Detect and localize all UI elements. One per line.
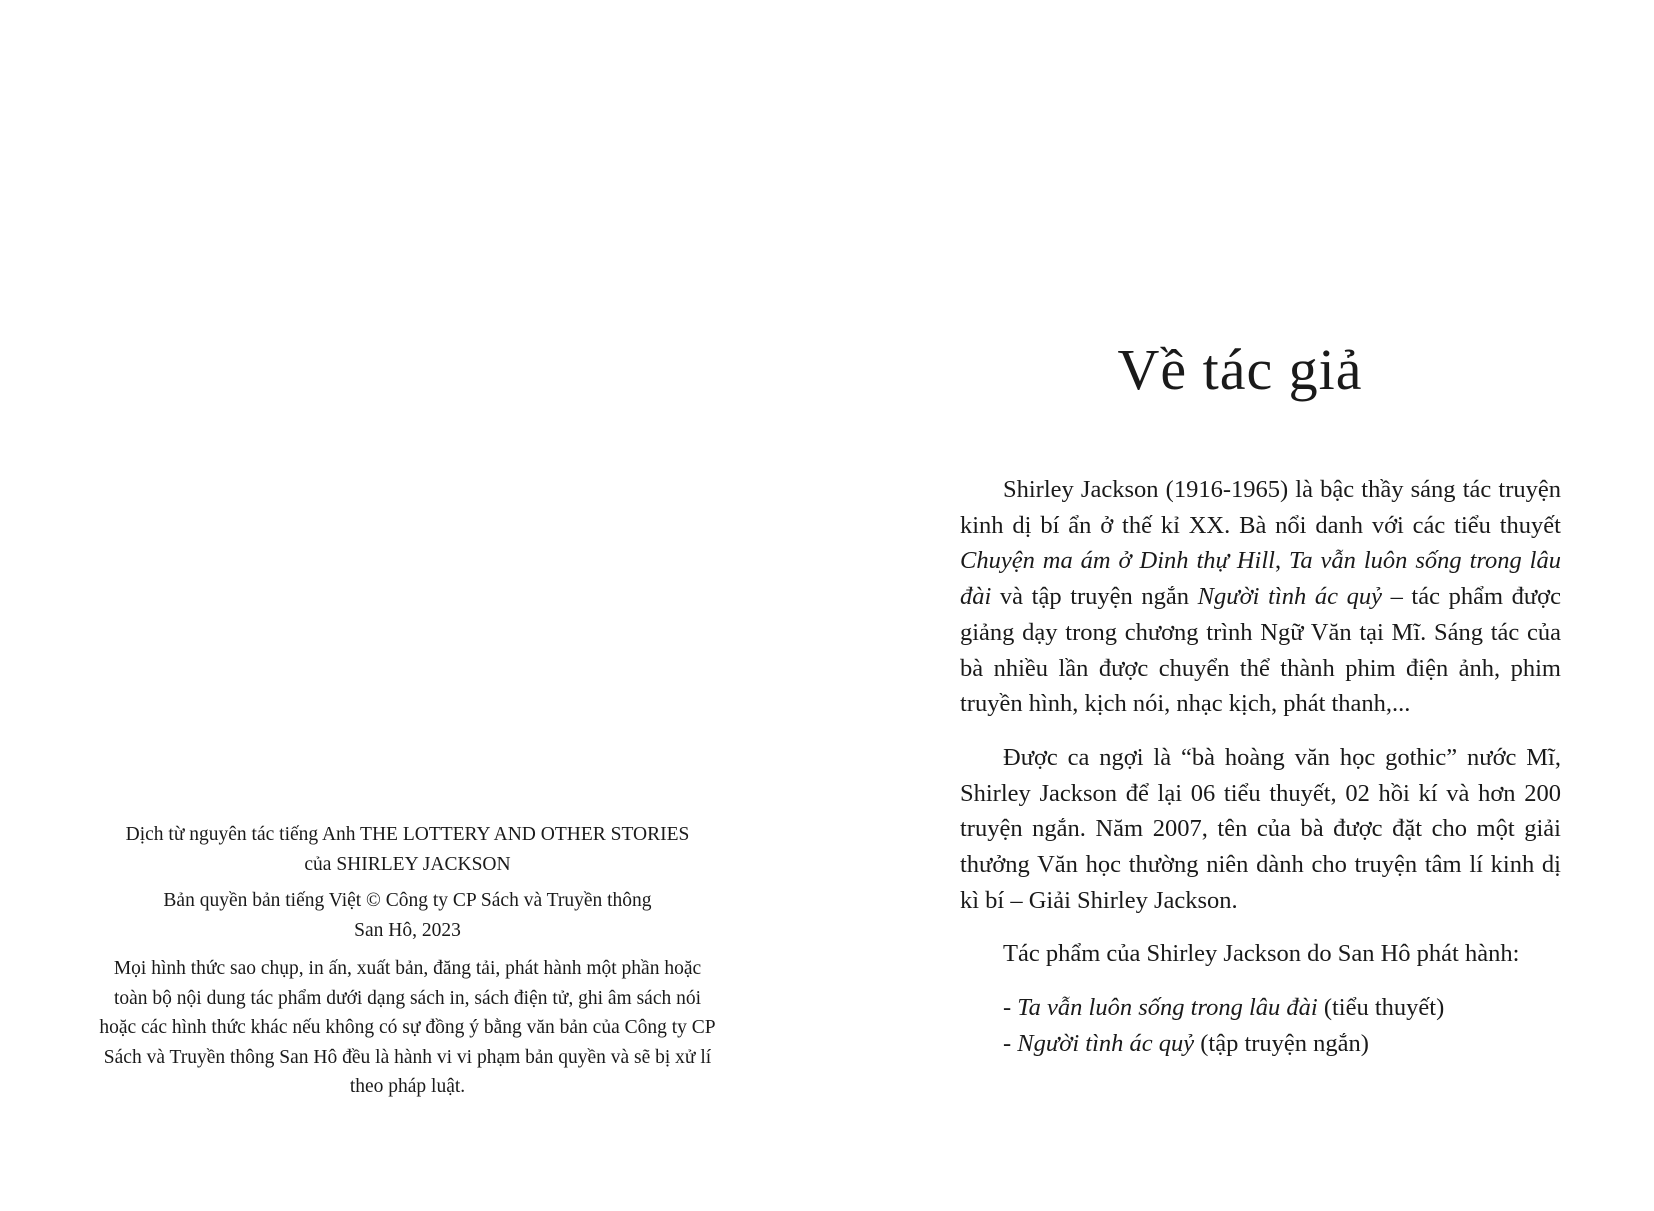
copyright-line-2: San Hô, 2023 bbox=[354, 919, 461, 941]
works-title: Người tình ác quỷ bbox=[1017, 1029, 1195, 1057]
works-list bbox=[960, 990, 1561, 1061]
separator: , bbox=[1274, 547, 1289, 575]
works-item bbox=[1003, 990, 1561, 1026]
book-title: Chuyện ma ám ở Dinh thự Hill bbox=[960, 547, 1275, 575]
page-title: Về tác giả bbox=[1117, 337, 1363, 402]
copyright-block bbox=[95, 820, 720, 1109]
bio-paragraph-1 bbox=[960, 472, 1561, 722]
bio-paragraph-2: Được ca ngợi là “bà hoàng văn học gothic” nước Mĩ, Shirley Jackson để lại 06 tiểu thuyết, 02 hồi kí và hơn 200 truyện ngắn. Năm 2007, tên của bà được đặt cho một giải thưởng Văn học thường niên dành cho truyện tâm lí kinh dị kì bí – Giải Shirley Jackson. bbox=[960, 743, 1561, 914]
works-title: Ta vẫn luôn sống trong lâu đài bbox=[1017, 994, 1318, 1022]
copyright-line-1: Bản quyền bản tiếng Việt © Công ty CP Sách và Truyền thông bbox=[163, 890, 652, 911]
copyright-notice bbox=[95, 886, 720, 945]
works-prefix: - bbox=[1003, 1029, 1018, 1057]
book-title: Ta vẫn luôn sống trong lâu đài bbox=[960, 547, 1561, 611]
bio-text: – tác phẩm được giảng dạy trong chương trình Ngữ Văn tại Mĩ. Sáng tác của bà nhiều lần được chuyển thể thành phim điện ảnh, phim truyền hình, kịch nói, nhạc kịch, phát thanh,... bbox=[960, 583, 1561, 718]
legal-notice: Mọi hình thức sao chụp, in ấn, xuất bản, đăng tải, phát hành một phần hoặc toàn bộ nội dung tác phẩm dưới dạng sách in, sách điện tử, ghi âm sách nói hoặc các hình thức khác nếu không có sự đồng ý bằng văn bản của Công ty CP Sách và Truyền thông San Hô đều là hành vi vi phạm bản quyền và sẽ bị xử lí theo pháp luật. bbox=[99, 958, 716, 1097]
translation-line-1: Dịch từ nguyên tác tiếng Anh THE LOTTERY AND OTHER STORIES bbox=[125, 824, 690, 845]
bio-text: Shirley Jackson (1916-1965) là bậc thầy sáng tác truyện kinh dị bí ẩn ở thế kỉ XX. Bà nổi danh với các tiểu thuyết bbox=[960, 476, 1561, 539]
works-prefix: - bbox=[1003, 994, 1018, 1022]
bio-text: và tập truyện ngắn bbox=[991, 583, 1198, 611]
works-genre: (tập truyện ngắn) bbox=[1194, 1029, 1369, 1057]
author-bio bbox=[960, 472, 1561, 1062]
works-item bbox=[1003, 1026, 1561, 1062]
book-title: Người tình ác quỷ bbox=[1197, 583, 1382, 611]
translation-credit bbox=[95, 820, 720, 879]
translation-line-2: của SHIRLEY JACKSON bbox=[304, 853, 511, 875]
works-genre: (tiểu thuyết) bbox=[1317, 994, 1445, 1022]
works-intro: Tác phẩm của Shirley Jackson do San Hô phát hành: bbox=[1003, 940, 1520, 968]
